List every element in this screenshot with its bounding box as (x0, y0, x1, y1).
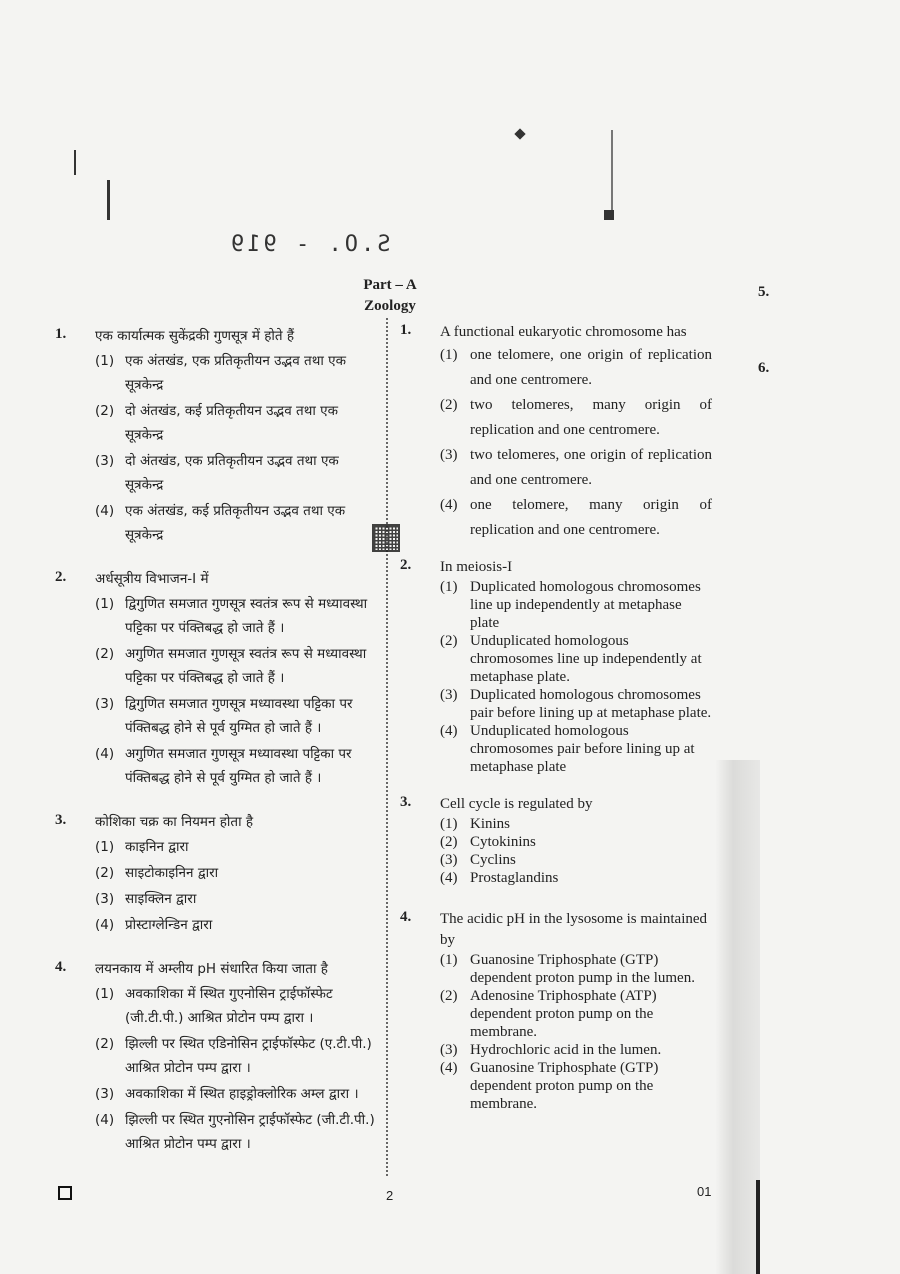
option-text: Adenosine Triphosphate (ATP) dependent proton pump on the membrane. (470, 988, 657, 1040)
option-label: (1) (440, 579, 458, 595)
question-hi-2 (55, 569, 375, 790)
option-text: काइनिन द्वारा (125, 839, 189, 855)
option-label: (1) (95, 839, 115, 855)
option (440, 578, 712, 632)
question-stem: The acidic pH in the lysosome is maintained by (440, 911, 708, 948)
option-label: (4) (95, 917, 115, 933)
option-label: (2) (95, 403, 115, 419)
option-label: (1) (95, 596, 115, 612)
option-label: (4) (95, 746, 115, 762)
option (440, 686, 712, 722)
option-text: Guanosine Triphosphate (GTP) dependent proton pump in the lumen. (470, 952, 695, 986)
option (440, 722, 712, 776)
option-label: (3) (95, 891, 115, 907)
option-text: Cyclins (470, 852, 516, 868)
stamp-code: S.O. - 919 (228, 232, 391, 257)
option-text: एक अंतखंड, एक प्रतिकृतीयन उद्भव तथा एक सूत्रकेन्द्र (125, 353, 346, 393)
option-text: दो अंतखंड, कई प्रतिकृतीयन उद्भव तथा एक सूत्रकेन्द्र (125, 403, 338, 443)
option-text: साइक्लिन द्वारा (125, 891, 197, 907)
option-text: प्रोस्टाग्लेन्डिन द्वारा (125, 917, 213, 933)
option (95, 692, 375, 740)
option (95, 449, 375, 497)
option (95, 642, 375, 690)
question-hi-1 (55, 326, 375, 547)
option-text: अवकाशिका में स्थित हाइड्रोक्लोरिक अम्ल द्वारा । (125, 1086, 359, 1102)
option-label: (4) (440, 1060, 458, 1076)
option-text: Duplicated homologous chromosomes pair before lining up at metaphase plate. (470, 687, 712, 721)
scan-edge (756, 1180, 760, 1274)
option-text: Prostaglandins (470, 870, 559, 886)
option-text: Duplicated homologous chromosomes line up independently at metaphase plate (470, 579, 701, 631)
scan-mark (611, 130, 613, 215)
option-text: Unduplicated homologous chromosomes pair before lining up at metaphase plate (470, 723, 695, 775)
question-number: 4. (400, 909, 412, 925)
option-label: (3) (95, 453, 115, 469)
question-stem: In meiosis-I (440, 559, 513, 575)
option (440, 393, 712, 443)
option (440, 343, 712, 393)
scan-shadow (715, 760, 760, 1274)
option-text: two telomeres, one origin of replication and one centromere. (470, 447, 712, 488)
option (95, 742, 375, 790)
option (440, 1041, 712, 1059)
option (95, 499, 375, 547)
column-divider (386, 318, 388, 1176)
qr-code-icon (372, 524, 400, 552)
option-text: one telomere, one origin of replication and one centromere. (470, 347, 712, 388)
option-label: (3) (95, 696, 115, 712)
question-number: 3. (55, 812, 67, 828)
option-text: झिल्ली पर स्थित गुएनोसिन ट्राईफॉस्फेट (जी.टी.पी.) आश्रित प्रोटोन पम्प द्वारा । (125, 1112, 375, 1152)
option-text: अगुणित समजात गुणसूत्र स्वतंत्र रूप से मध्यावस्था पट्टिका पर पंक्तिबद्ध हो जाते हैं । (125, 646, 367, 686)
option (95, 982, 375, 1030)
part-title: Part – A (363, 277, 417, 293)
option-text: अगुणित समजात गुणसूत्र मध्यावस्था पट्टिका पर पंक्तिबद्ध होने से पूर्व युग्मित हो जाते हैं । (125, 746, 352, 786)
option-label: (3) (440, 1042, 458, 1058)
option-label: (1) (95, 353, 115, 369)
scan-mark (107, 180, 110, 220)
option-text: द्विगुणित समजात गुणसूत्र स्वतंत्र रूप से मध्यावस्था पट्टिका पर पंक्तिबद्ध हो जाते हैं । (125, 596, 368, 636)
option-text: Hydrochloric acid in the lumen. (470, 1042, 662, 1058)
option-label: (4) (95, 503, 115, 519)
page-number: 2 (386, 1188, 394, 1203)
question-hi-4 (55, 959, 375, 1156)
option-text: दो अंतखंड, एक प्रतिकृतीयन उद्भव तथा एक सूत्रकेन्द्र (125, 453, 339, 493)
question-stem: अर्धसूत्रीय विभाजन-I में (95, 571, 209, 587)
option-label: (1) (440, 347, 458, 363)
option-label: (2) (440, 633, 458, 649)
question-en-3 (400, 794, 712, 887)
option-text: अवकाशिका में स्थित गुएनोसिन ट्राईफॉस्फेट (जी.टी.पी.) आश्रित प्रोटोन पम्प द्वारा । (125, 986, 333, 1026)
option-label: (2) (440, 988, 458, 1004)
option (440, 951, 712, 987)
question-en-2 (400, 557, 712, 776)
option-label: (1) (440, 816, 458, 832)
margin-number: 5. (758, 284, 770, 300)
option-label: (3) (440, 687, 458, 703)
question-stem: कोशिका चक्र का नियमन होता है (95, 814, 254, 830)
option-label: (3) (95, 1086, 115, 1102)
scan-mark (514, 128, 525, 139)
option (440, 1059, 712, 1113)
option (95, 913, 375, 937)
option-label: (4) (440, 723, 458, 739)
option (440, 987, 712, 1041)
option-text: Unduplicated homologous chromosomes line up independently at metaphase plate. (470, 633, 702, 685)
option (95, 1108, 375, 1156)
option-label: (3) (440, 447, 458, 463)
question-stem: लयनकाय में अम्लीय pH संधारित किया जाता है (95, 961, 328, 977)
question-number: 2. (400, 557, 412, 573)
option (440, 493, 712, 543)
question-number: 2. (55, 569, 67, 585)
hindi-column (55, 320, 375, 1156)
option-label: (3) (440, 852, 458, 868)
question-stem: A functional eukaryotic chromosome has (440, 324, 687, 340)
question-number: 3. (400, 794, 412, 810)
option-label: (2) (440, 834, 458, 850)
question-stem: Cell cycle is regulated by (440, 796, 593, 812)
option (440, 632, 712, 686)
option (440, 851, 712, 869)
question-stem: एक कार्यात्मक सुकेंद्रकी गुणसूत्र में होते हैं (95, 328, 295, 344)
option-label: (2) (95, 646, 115, 662)
option (440, 815, 712, 833)
subject-title: Zoology (364, 298, 416, 314)
option-label: (1) (440, 952, 458, 968)
option (95, 835, 375, 859)
option (95, 861, 375, 885)
question-en-1 (400, 322, 712, 543)
option-label: (4) (440, 497, 458, 513)
option-text: Cytokinins (470, 834, 536, 850)
option-text: two telomeres, many origin of replication and one centromere. (470, 397, 712, 438)
square-icon (58, 1186, 72, 1200)
question-number: 1. (400, 322, 412, 338)
option-label: (2) (440, 397, 458, 413)
option-text: Guanosine Triphosphate (GTP) dependent proton pump on the membrane. (470, 1060, 659, 1112)
question-hi-3 (55, 812, 375, 937)
question-en-4 (400, 909, 712, 1113)
option (95, 399, 375, 447)
option-label: (1) (95, 986, 115, 1002)
option (95, 349, 375, 397)
option (440, 869, 712, 887)
question-number: 4. (55, 959, 67, 975)
option-text: Kinins (470, 816, 511, 832)
scan-mark (604, 210, 614, 220)
question-number: 1. (55, 326, 67, 342)
english-column (400, 320, 712, 1113)
option (95, 887, 375, 911)
option-label: (2) (95, 1036, 115, 1052)
option-label: (4) (95, 1112, 115, 1128)
option (440, 443, 712, 493)
option-text: one telomere, many origin of replication and one centromere. (470, 497, 712, 538)
option-text: द्विगुणित समजात गुणसूत्र मध्यावस्था पट्टिका पर पंक्तिबद्ध होने से पूर्व युग्मित हो जाते हैं । (125, 696, 353, 736)
option (440, 833, 712, 851)
scan-mark (74, 150, 76, 175)
option-label: (2) (95, 865, 115, 881)
option-text: झिल्ली पर स्थित एडिनोसिन ट्राईफॉस्फेट (ए.टी.पी.) आश्रित प्रोटोन पम्प द्वारा । (125, 1036, 372, 1076)
option (95, 592, 375, 640)
margin-number: 6. (758, 360, 770, 376)
option (95, 1082, 375, 1106)
option-text: साइटोकाइनिन द्वारा (125, 865, 219, 881)
booklet-code: 01 (697, 1184, 712, 1199)
option-label: (4) (440, 870, 458, 886)
option-text: एक अंतखंड, कई प्रतिकृतीयन उद्भव तथा एक सूत्रकेन्द्र (125, 503, 346, 543)
option (95, 1032, 375, 1080)
